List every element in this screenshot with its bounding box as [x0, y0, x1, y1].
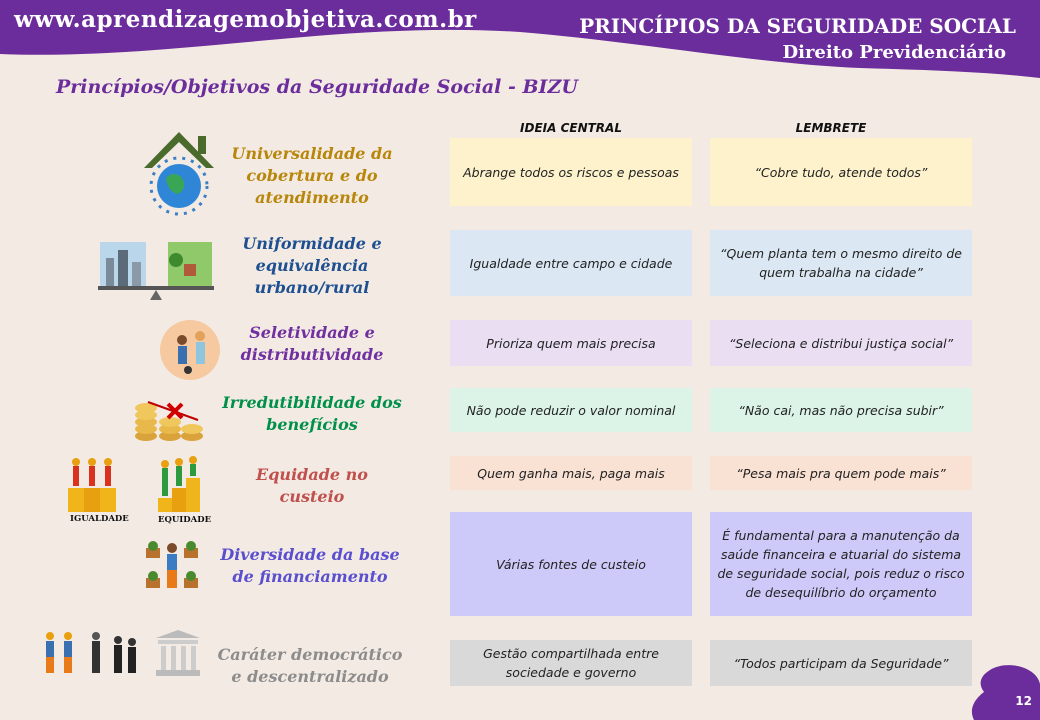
row-label-universalidade: Universalidade da cobertura e do atendimento — [231, 144, 393, 207]
page-subtitle: Direito Previdenciário — [782, 42, 1006, 63]
central-diversidade: Várias fontes de custeio — [450, 512, 692, 616]
reminder-diversidade: É fundamental para a manutenção da saúde financeira e atuarial do sistema de seguridade social, pois reduz o risco de desequilíbrio do orçamento — [710, 512, 972, 616]
central-seletividade: Prioriza quem mais precisa — [450, 320, 692, 366]
row-label-irredutibilidade: Irredutibilidade dos benefícios — [222, 393, 402, 434]
reminder-equidade: “Pesa mais pra quem pode mais” — [710, 456, 972, 490]
equality-equity-icon — [64, 456, 214, 514]
slide-title: Princípios/Objetivos da Seguridade Social - BIZU — [56, 76, 578, 98]
site-url[interactable]: www.aprendizagemobjetiva.com.br — [14, 6, 477, 33]
central-uniformidade: Igualdade entre campo e cidade — [450, 230, 692, 296]
coins-declining-icon — [132, 396, 208, 444]
page-title: PRINCÍPIOS DA SEGURIDADE SOCIAL — [579, 14, 1016, 38]
equity-label: EQUIDADE — [158, 515, 212, 525]
row-label-democratico: Caráter democrático e descentralizado — [217, 645, 403, 686]
central-irredutibilidade: Não pode reduzir o valor nominal — [450, 388, 692, 432]
reminder-universalidade: “Cobre tudo, atende todos” — [710, 138, 972, 206]
row-label-uniformidade: Uniformidade e equivalência urbano/rural — [242, 234, 382, 297]
row-label-seletividade: Seletividade e distributividade — [240, 323, 384, 364]
central-equidade: Quem ganha mais, paga mais — [450, 456, 692, 490]
reminder-seletividade: “Seleciona e distribui justiça social” — [710, 320, 972, 366]
reminder-irredutibilidade: “Não cai, mas não precisa subir” — [710, 388, 972, 432]
page-number: 12 — [1015, 694, 1032, 708]
column-header-central: IDEIA CENTRAL — [520, 121, 622, 135]
people-selection-icon — [158, 318, 222, 382]
house-globe-icon — [142, 130, 216, 218]
reminder-democratico: “Todos participam da Seguridade” — [710, 640, 972, 686]
reminder-uniformidade: “Quem planta tem o mesmo direito de quem trabalha na cidade” — [710, 230, 972, 296]
central-universalidade: Abrange todos os riscos e pessoas — [450, 138, 692, 206]
people-government-icon — [42, 630, 202, 678]
page-number-blob — [970, 664, 1040, 720]
central-democratico: Gestão compartilhada entre sociedade e governo — [450, 640, 692, 686]
city-countryside-scale-icon — [98, 240, 214, 302]
equality-label: IGUALDADE — [70, 514, 129, 524]
row-label-equidade: Equidade no custeio — [256, 465, 368, 506]
column-header-reminder: LEMBRETE — [795, 121, 867, 135]
money-plants-person-icon — [144, 540, 200, 592]
row-label-diversidade: Diversidade da base de financiamento — [220, 545, 400, 586]
